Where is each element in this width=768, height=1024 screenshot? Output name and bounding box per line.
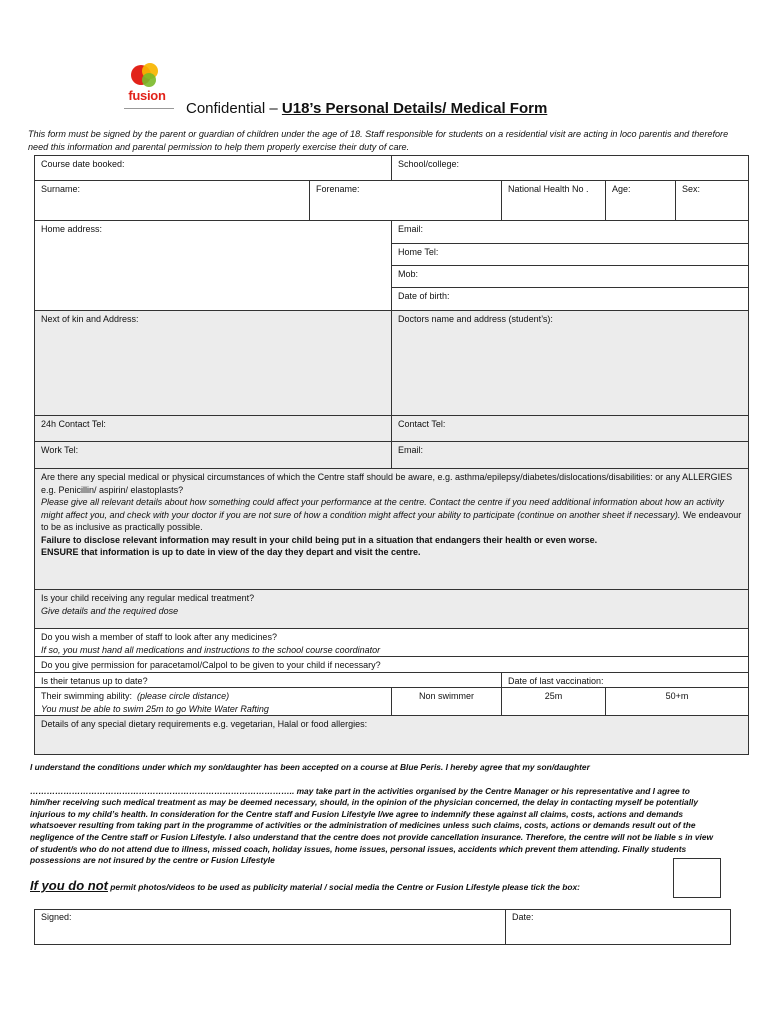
treatment-note: Give details and the required dose — [41, 605, 179, 616]
work-tel-label: Work Tel: — [41, 445, 79, 455]
sex-field[interactable] — [676, 181, 749, 221]
medical-circumstances-field[interactable] — [35, 469, 749, 590]
doctors-label: Doctors name and address (student’s): — [398, 314, 553, 324]
home-address-label: Home address: — [41, 224, 103, 234]
intro-text: This form must be signed by the parent or guardian of children under the age of 18. Staff responsible for students on a residential visit are acting in loco parentis and therefore need this information and parental permission to help them properly exercise their duty of care. — [28, 129, 729, 152]
declaration-p2: ………………………………………………………………………………….. may take part in the activities organised by the Centre Manager or his representative and I agree to him/her receiving such medical treatment as may be deemed necessary, should, in the opinion of the physician concerned, the delay in contacting myself be potentially injurious to my child’s health. In consideration for the Centre staff and Fusion Lifestyle I/we agree to indemnify these against all claims, costs, actions and demands whatsoever resulting from taking part in the programme of activities or the administration of medicines unless such claims, costs, actions or demands result out of the negligence of the Centre staff or Fusion Lifestyle. I also understand that the centre does not provide cancellation insurance. Therefore, the centre will not be liable s in view of student/s who do not attend due to illness, missed coach, holiday issues, home issues, personal issues, accidents which prevent them attending. Finally students possessions are not insured by the centre or Fusion Lifestyle — [30, 785, 714, 866]
signed-label: Signed: — [41, 912, 72, 922]
surname-label: Surname: — [41, 184, 81, 194]
photo-consent-lead: If you do not — [30, 878, 108, 893]
dietary-label: Details of any special dietary requirements e.g. vegetarian, Halal or food allergies: — [41, 719, 368, 729]
next-of-kin-label: Next of kin and Address: — [41, 314, 139, 324]
declaration-p1: I understand the conditions under which my son/daughter has been accepted on a course at Blue Peris. I hereby agree that my son/daughter — [30, 762, 590, 772]
tetanus-question: Is their tetanus up to date? — [41, 675, 148, 686]
vaccination-label: Date of last vaccination: — [508, 675, 604, 686]
date-of-birth-field[interactable] — [392, 288, 749, 311]
next-of-kin-field[interactable] — [35, 311, 392, 416]
medical-warning: Failure to disclose relevant information may result in your child being put in a situation that endangers their health or even worse. — [41, 534, 598, 545]
title-main: U18’s Personal Details/ Medical Form — [281, 100, 548, 117]
forename-label: Forename: — [316, 184, 360, 194]
medicines-question: Do you wish a member of staff to look after any medicines? — [41, 632, 277, 642]
home-address-field[interactable] — [35, 221, 392, 311]
contact-tel-label: Contact Tel: — [398, 419, 446, 429]
dietary-requirements-field[interactable] — [35, 716, 749, 755]
course-date-label: Course date booked: — [41, 159, 125, 169]
photo-consent-checkbox[interactable] — [673, 858, 721, 898]
date-label: Date: — [512, 912, 534, 922]
logo-wordmark: fusion — [128, 88, 166, 103]
sex-label: Sex: — [682, 184, 701, 194]
mobile-label: Mob: — [398, 269, 419, 279]
paracetamol-question: Do you give permission for paracetamol/Calpol to be given to your child if necessary? — [41, 660, 381, 670]
dob-label: Date of birth: — [398, 291, 450, 301]
home-tel-field[interactable] — [392, 244, 749, 266]
swim-note: You must be able to swim 25m to go White Water Rafting — [41, 703, 269, 714]
treatment-question: Is your child receiving any regular medical treatment? — [41, 593, 255, 603]
swimming-ability-field — [35, 688, 392, 716]
surname-field[interactable] — [35, 181, 310, 221]
declaration-text — [30, 762, 718, 867]
personal-details-form — [34, 155, 749, 755]
contact-24h-field[interactable] — [35, 416, 392, 442]
nhs-label: National Health No . — [508, 184, 589, 194]
page-title — [186, 100, 547, 117]
title-prefix: Confidential – — [186, 100, 282, 117]
forename-field[interactable] — [310, 181, 502, 221]
medical-inclusive-note: We endeavour to be as inclusive as practically possible. — [41, 509, 742, 532]
swim-option-25m[interactable]: 25m — [502, 688, 606, 716]
medical-treatment-field[interactable] — [35, 590, 749, 629]
medicines-note: If so, you must hand all medications and instructions to the school course coordinator — [41, 644, 381, 655]
fusion-logo — [124, 62, 170, 110]
swim-option-non-swimmer[interactable]: Non swimmer — [392, 688, 502, 716]
date-field[interactable] — [506, 910, 731, 945]
mobile-field[interactable] — [392, 266, 749, 288]
school-label: School/college: — [398, 159, 460, 169]
tetanus-field[interactable] — [35, 672, 502, 688]
signature-table — [34, 909, 731, 945]
medical-question: Are there any special medical or physical circumstances of which the Centre staff should be aware, e.g. asthma/epilepsy/diabetes/dislocations/disabilities: or any ALLERGIES e.g. Penicillin/ aspirin/ elastoplasts? — [41, 472, 733, 495]
medicines-field[interactable] — [35, 629, 749, 657]
signed-field[interactable] — [35, 910, 506, 945]
medical-instructions: Please give all relevant details about how something could affect your performance at the centre. Contact the centre if you need additional information about how an activity might affect you, and check with your doctor if you are not sure of how a condition might affect your ability to participate (continue on another sheet if necessary). — [41, 497, 724, 520]
photo-consent-rest: permit photos/videos to be used as publicity material / social media the Centre or Fusion Lifestyle please tick the box: — [107, 882, 580, 892]
contact-tel-field[interactable] — [392, 416, 749, 442]
email2-label: Email: — [398, 445, 424, 455]
photo-consent-text — [30, 878, 580, 893]
vaccination-date-field[interactable] — [502, 672, 749, 688]
course-date-field[interactable] — [35, 156, 392, 181]
school-field[interactable] — [392, 156, 749, 181]
nhs-number-field[interactable] — [502, 181, 606, 221]
email2-field[interactable] — [392, 442, 749, 469]
email-field[interactable] — [392, 221, 749, 244]
age-field[interactable] — [606, 181, 676, 221]
doctors-field[interactable] — [392, 311, 749, 416]
swim-label: Their swimming ability: — [41, 691, 133, 701]
work-tel-field[interactable] — [35, 442, 392, 469]
logo-divider — [124, 108, 174, 109]
medical-ensure: ENSURE that information is up to date in view of the day they depart and visit the centre. — [41, 547, 421, 557]
email-label: Email: — [398, 224, 424, 234]
paracetamol-field[interactable] — [35, 657, 749, 673]
swim-option-50m[interactable]: 50+m — [606, 688, 749, 716]
swim-hint: (please circle distance) — [137, 691, 230, 701]
home-tel-label: Home Tel: — [398, 247, 439, 257]
age-label: Age: — [612, 184, 631, 194]
contact-24h-label: 24h Contact Tel: — [41, 419, 106, 429]
